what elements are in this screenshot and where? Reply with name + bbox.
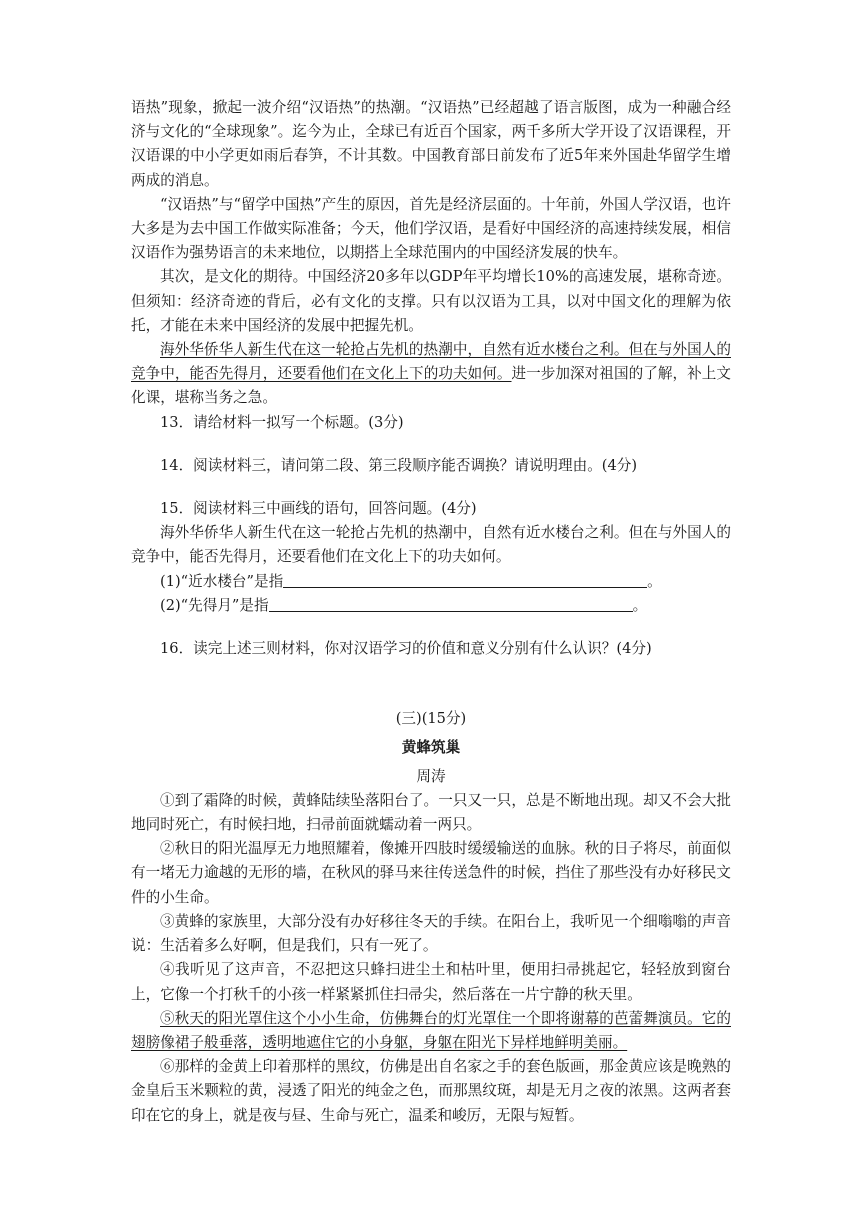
article-title: 黄蜂筑巢 xyxy=(401,739,461,757)
article-author: 周涛 xyxy=(416,767,446,785)
underlined-sentence: 海外华侨华人新生代在这一轮抢占先机的热潮中，自然有近水楼台之利。但在与外国人的竞争中，能否先得月，还要看他们在文化上下的功夫如何。 xyxy=(131,341,731,383)
material-paragraph-3: 其次，是文化的期待。中国经济20多年以GDP年平均增长10%的高速发展，堪称奇迹。但须知：经济奇迹的背后，必有文化的支撑。只有以汉语为工具，以对中国文化的理解为依托，才能在未来中国经济的发展中把握先机。 xyxy=(131,268,731,334)
material-paragraph-4-rest: 进一步加深对祖国的了解，补上文化课，堪称当务之急。 xyxy=(131,365,731,407)
question-15: 15．阅读材料三中画线的语句，回答问题。(4分) xyxy=(160,500,477,518)
material-paragraph-4 xyxy=(131,338,731,411)
question-13: 13．请给材料一拟写一个标题。(3分) xyxy=(160,413,404,431)
section-heading: (三)(15分) xyxy=(395,710,467,728)
question-15-item-2 xyxy=(131,594,731,618)
exam-page xyxy=(131,96,731,1128)
question-16: 16．读完上述三则材料，你对汉语学习的价值和意义分别有什么认识？(4分) xyxy=(160,640,652,658)
article-paragraph-4: ④我听见了这声音，不忍把这只蜂扫进尘土和枯叶里，便用扫帚挑起它，轻轻放到窗台上，它像一个打秋千的小孩一样紧紧抓住扫帚尖，然后落在一片宁静的秋天里。 xyxy=(131,961,731,1003)
item-2-suffix: 。 xyxy=(632,596,648,614)
question-14: 14．阅读材料三，请问第二段、第三段顺序能否调换？请说明理由。(4分) xyxy=(160,456,638,474)
item-1-prefix: (1)“近水楼台”是指 xyxy=(160,572,284,590)
answer-blank-1[interactable] xyxy=(283,571,647,588)
material-paragraph-1: 语热”现象，掀起一波介绍“汉语热”的热潮。“汉语热”已经超越了语言版图，成为一种融合经济与文化的“全球现象”。迄今为止，全球已有近百个国家，两千多所大学开设了汉语课程，开汉语课的中小学更如雨后春笋，不计其数。中国教育部日前发布了近5年来外国赴华留学生增两成的消息。 xyxy=(131,99,731,189)
article-paragraph-2: ②秋日的阳光温厚无力地照耀着，像摊开四肢时缓缓输送的血脉。秋的日子将尽，前面似有一堵无力逾越的无形的墙，在秋风的驿马来往传送急件的时候，挡住了那些没有办好移民文件的小生命。 xyxy=(131,840,731,906)
article-paragraph-1: ①到了霜降的时候，黄蜂陆续坠落阳台了。一只又一只，总是不断地出现。却又不会大批地同时死亡，有时候扫地，扫帚前面就蠕动着一两只。 xyxy=(131,791,731,834)
item-1-suffix: 。 xyxy=(647,572,662,590)
item-2-prefix: (2)“先得月”是指 xyxy=(160,596,269,614)
underlined-sentence: ⑤秋天的阳光罩住这个小小生命，仿佛舞台的灯光罩住一个即将谢幕的芭蕾舞演员。它的翅膀像裙子般垂落，透明地遮住它的小身躯，身躯在阳光下异样地鲜明美丽。 xyxy=(131,1009,731,1051)
question-15-item-1 xyxy=(131,570,731,594)
answer-blank-2[interactable] xyxy=(269,595,633,612)
material-paragraph-2: “汉语热”与“留学中国热”产生的原因，首先是经济层面的。十年前，外国人学汉语，也许大多是为去中国工作做实际准备；今天，他们学汉语，是看好中国经济的高速持续发展，相信汉语作为强势语言的未来地位，以期搭上全球范围内的中国经济发展的快车。 xyxy=(131,195,731,262)
article-paragraph-5 xyxy=(131,1007,731,1055)
question-15-quote: 海外华侨华人新生代在这一轮抢占先机的热潮中，自然有近水楼台之利。但在与外国人的竞争中，能否先得月，还要看他们在文化上下的功夫如何。 xyxy=(131,524,731,566)
article-paragraph-6: ⑥那样的金黄上印着那样的黑纹，仿佛是出自名家之手的套色版画，那金黄应该是晚熟的金皇后玉米颗粒的黄，浸透了阳光的纯金之色，而那黑纹斑，却是无月之夜的浓黑。这两者套印在它的身上，就是夜与昼、生命与死亡，温柔和峻厉，无限与短暂。 xyxy=(131,1058,731,1124)
article-paragraph-3: ③黄蜂的家族里，大部分没有办好移往冬天的手续。在阳台上，我听见一个细嗡嗡的声音说：生活着多么好啊，但是我们，只有一死了。 xyxy=(131,912,731,955)
